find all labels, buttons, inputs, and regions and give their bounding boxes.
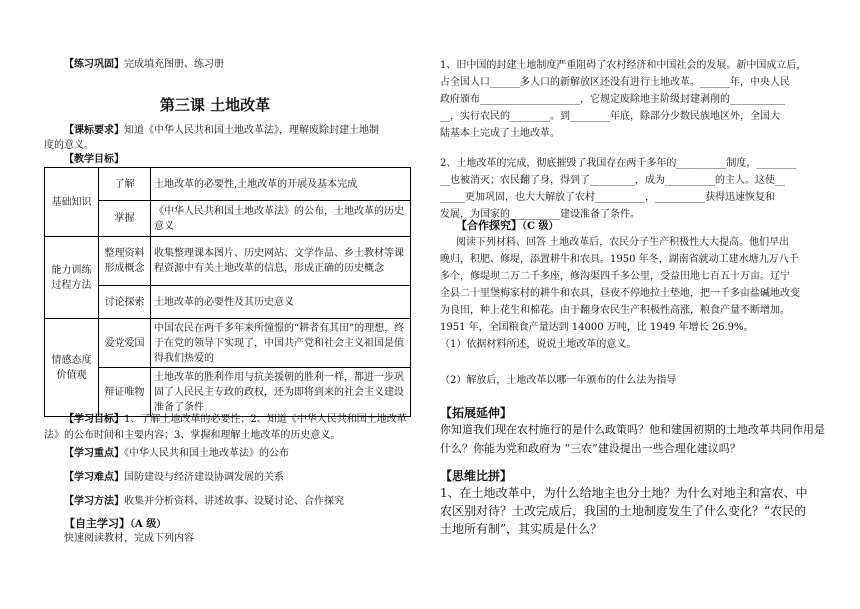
coop-question-2: （2）解放后，土地改革以哪一年颁布的什么法为指导: [440, 375, 677, 386]
table-row: [45, 368, 411, 417]
coop-material: 阅读下列材料、回答 土地改革后，农民分子生产积极性大大提高。他们早出 晚归，积肥、修堤，添置耕牛和农具。1950 年冬，湖南省就动工建水塘九万八千 多个，修堤坝二万二千多座，修沟渠四千多公里，受益田地七百五十万亩。辽宁 全县二十里堡梅家村的耕牛和农具，昼夜不停地拉土垫地，把一千多亩盐碱地改变 为良田，种上花生和棉花。由于翻身农民生产积极性高涨，粮食产量不断增加。 1951 年，全国粮食产量达到 14000 万吨，比 1949 年增长 26.9%。 （1）依据材料所述，说说土地改革的意义。: [440, 237, 800, 350]
method-text: 收集并分析资料、讲述故事、设疑讨论、合作探究: [124, 496, 344, 507]
table-row: [45, 237, 411, 286]
difficult-label: 【学习难点】: [64, 472, 124, 483]
standard-line: [64, 123, 379, 139]
key-label: 【学习重点】: [64, 448, 124, 459]
understand-cell: 了解: [99, 168, 151, 201]
difficult-line: [64, 470, 284, 486]
question-1: 1、旧中国的封建土地制度严重阻碍了农村经济和中国社会的发展。新中国成立后， 占全国人口______多人口的新解放区还没有进行土地改革。______年，中央人民 政府颁布____________________，它规定废除地主阶级封建剥削的___________ __，实行农民的________。到________年底，除部分少数民族地区外，全国大 陆基本上完成了土地改革。: [440, 60, 807, 139]
table-row: [45, 319, 411, 368]
goal-line: [64, 412, 407, 428]
goal-text-2: 法》的公布时间和主要内容；3、掌握和理解土地改革的历史意义。: [44, 430, 341, 441]
difficult-text: 国防建设与经济建设协调发展的关系: [124, 472, 284, 483]
key-text: 《中华人民共和国土地改革法》的公布: [124, 448, 289, 459]
love-cell: 爱党爱国: [99, 319, 151, 368]
love-text: 中国农民在两千多年来所憧憬的“耕者有其田”的理想，终于在党的领导下实现了，中国共产党和社会主义祖国是值得我们热爱的: [151, 319, 411, 368]
dialectic-cell: 辩证唯物: [99, 368, 151, 417]
dialectic-text: 土地改革的胜利作用与抗美援朝的胜利一样，都进一步巩固了人民民主专政的政权，还为即将到来的社会主义建设准备了条件: [151, 368, 411, 417]
extension-label: 【拓展延伸】: [440, 406, 513, 420]
master-cell: 掌握: [99, 201, 151, 237]
practice-line: [64, 57, 224, 73]
table-row: [45, 201, 411, 237]
collect-cell: 整理资料形成概念: [99, 237, 151, 286]
objectives-label: 【教学目标】: [64, 154, 124, 165]
table-row: [45, 286, 411, 319]
discuss-text: 土地改革的必要性及其历史意义: [151, 286, 411, 319]
understand-text: 土地改革的必要性,土地改革的开展及基本完成: [151, 168, 411, 201]
coop-level: （C 级）: [522, 221, 559, 232]
thinking-label: 【思维比拼】: [440, 469, 513, 483]
goal-text: 1、了解土地改革的必要性；2、知道《中华人民共和国土地改革: [124, 414, 407, 425]
collect-text: 收集整理课本图片、历史网站、文学作品、乡土教材等课程资源中有关土地改革的信息，形成正确的历史概念: [151, 237, 411, 286]
key-line: [64, 446, 289, 462]
goal-label: 【学习目标】: [64, 414, 124, 425]
lesson-title: 第三课 土地改革: [159, 96, 271, 114]
self-text: 快速阅读教材，完成下列内容: [64, 533, 194, 544]
method-label: 【学习方法】: [64, 496, 124, 507]
method-line: [64, 494, 344, 510]
thinking-text: 1、在土地改革中，为什么给地主也分土地？为什么对地主和富农、中 农区别对待？土改完成后，我国的土地制度发生了什么变化？“农民的 土地所有制”，其实质是什么？: [440, 486, 808, 536]
table-row: [45, 168, 411, 201]
extension-text: 你知道我们现在农村施行的是什么政策吗？他和建国初期的土地改革共同作用是 什么？你能为党和政府为 “三农”建设提出一些合理化建议吗？: [440, 423, 825, 455]
discuss-cell: 讨论探索: [99, 286, 151, 319]
objectives-table: [44, 167, 411, 417]
self-level: （A 级）: [130, 519, 167, 530]
self-label: 【自主学习】: [64, 517, 130, 530]
standard-text-2: 度的意义。: [44, 140, 94, 151]
master-text: 《中华人民共和国土地改革法》的公布，土地改革的历史意义: [151, 201, 411, 237]
standard-label: 【课标要求】: [64, 125, 124, 136]
ability-cell: 能力训练过程方法: [45, 237, 99, 319]
practice-label: 【练习巩固】: [64, 59, 124, 70]
question-2: 2、土地改革的完成，彻底摧毁了我国存在两千多年的__________制度，________ __也被消灭；农民翻了身，得到了_________，成为__________的主人。这使__ _____更加巩固，也大大解放了农村__________，__________获得迅速恢复和 发展，为国家的__________建设准备了条件。: [440, 158, 797, 220]
coop-label: 【合作探究】: [456, 219, 522, 232]
coop-line: [456, 218, 558, 235]
knowledge-cell: 基础知识: [45, 168, 99, 237]
emotion-cell: 情感态度价值观: [45, 319, 99, 417]
standard-text: 知道《中华人民共和国土地改革法》，理解废除封建土地制: [124, 125, 379, 136]
practice-text: 完成填充图册、练习册: [124, 59, 224, 70]
